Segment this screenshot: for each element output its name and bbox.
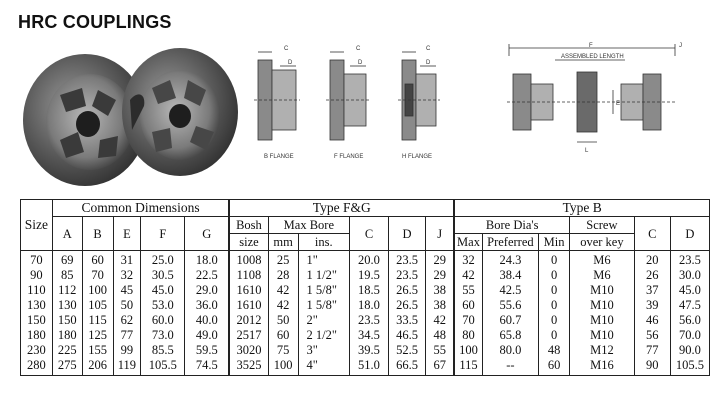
cell-b: 105: [82, 298, 113, 313]
cell-screw: M6: [570, 268, 635, 283]
cell-a: 150: [52, 313, 82, 328]
table-row: [21, 343, 710, 358]
cell-b: 155: [82, 343, 113, 358]
cell-c: 18.0: [349, 298, 388, 313]
dim-d-label: D: [358, 60, 363, 66]
screw-header: Screw: [570, 217, 635, 234]
cell-a: 112: [52, 283, 82, 298]
cell-e: 99: [113, 343, 141, 358]
cell-d2: 56.0: [670, 313, 709, 328]
cell-bore-max: 60: [454, 298, 482, 313]
cell-g: 49.0: [185, 328, 229, 343]
cell-e: 31: [113, 251, 141, 269]
col-b-header: B: [82, 217, 113, 251]
cell-c2: 37: [634, 283, 670, 298]
cell-d: 46.5: [389, 328, 426, 343]
col-g-header: G: [185, 217, 229, 251]
dim-d-label: D: [288, 60, 293, 66]
cell-a: 85: [52, 268, 82, 283]
cell-bore-max: 32: [454, 251, 482, 269]
cell-c: 23.5: [349, 313, 388, 328]
cell-bore-max: 100: [454, 343, 482, 358]
cell-c2: 26: [634, 268, 670, 283]
cell-bore-min: 0: [539, 298, 570, 313]
cell-d: 26.5: [389, 298, 426, 313]
cell-size: 90: [21, 268, 53, 283]
cell-screw: M10: [570, 298, 635, 313]
bore-preferred-header: Preferred: [482, 234, 539, 251]
cell-d2: 45.0: [670, 283, 709, 298]
cell-bore-min: 48: [539, 343, 570, 358]
cell-bore-max: 70: [454, 313, 482, 328]
cell-g: 18.0: [185, 251, 229, 269]
bore-max-header: Max: [454, 234, 482, 251]
cell-bore-min: 0: [539, 251, 570, 269]
cell-screw: M12: [570, 343, 635, 358]
cell-g: 36.0: [185, 298, 229, 313]
cell-e: 119: [113, 358, 141, 376]
cell-j: 38: [426, 298, 455, 313]
dim-l-label: L: [585, 148, 589, 154]
common-dimensions-header: Common Dimensions: [52, 200, 229, 217]
bosh-size-header: size: [229, 234, 268, 251]
cell-e: 62: [113, 313, 141, 328]
cell-bore-mm: 25: [268, 251, 298, 269]
cell-j: 42: [426, 313, 455, 328]
dim-c-label: C: [284, 46, 289, 52]
cell-b: 100: [82, 283, 113, 298]
mm-header: mm: [268, 234, 298, 251]
cell-d2: 90.0: [670, 343, 709, 358]
max-bore-header: Max Bore: [268, 217, 349, 234]
cell-g: 74.5: [185, 358, 229, 376]
table-row: [21, 313, 710, 328]
cell-size: 130: [21, 298, 53, 313]
cell-bore-ins: 2 1/2": [298, 328, 349, 343]
cell-bore-mm: 42: [268, 283, 298, 298]
cell-bore-ins: 1 5/8": [298, 283, 349, 298]
cell-f: 85.5: [141, 343, 185, 358]
cell-f: 105.5: [141, 358, 185, 376]
cell-bore-mm: 60: [268, 328, 298, 343]
cell-d2: 23.5: [670, 251, 709, 269]
ins-header: ins.: [298, 234, 349, 251]
type-b-header: Type B: [454, 200, 709, 217]
cell-bosh-size: 1108: [229, 268, 268, 283]
cell-j: 67: [426, 358, 455, 376]
cell-size: 150: [21, 313, 53, 328]
cell-b: 125: [82, 328, 113, 343]
dim-j-label: J: [679, 43, 682, 49]
cell-e: 45: [113, 283, 141, 298]
dim-c-label: C: [356, 46, 361, 52]
cell-d: 66.5: [389, 358, 426, 376]
cell-bosh-size: 3525: [229, 358, 268, 376]
cell-bore-ins: 2": [298, 313, 349, 328]
cell-a: 180: [52, 328, 82, 343]
dim-d-label: D: [426, 60, 431, 66]
cell-c: 51.0: [349, 358, 388, 376]
table-row: [21, 268, 710, 283]
cell-bosh-size: 2012: [229, 313, 268, 328]
cell-bore-min: 0: [539, 313, 570, 328]
cell-bore-min: 0: [539, 283, 570, 298]
cell-d2: 30.0: [670, 268, 709, 283]
cell-bosh-size: 1610: [229, 283, 268, 298]
cell-bore-ins: 1 5/8": [298, 298, 349, 313]
cell-screw: M16: [570, 358, 635, 376]
cell-size: 110: [21, 283, 53, 298]
cell-b: 60: [82, 251, 113, 269]
cell-size: 70: [21, 251, 53, 269]
cell-bore-ins: 4": [298, 358, 349, 376]
cell-d: 23.5: [389, 268, 426, 283]
cell-b: 115: [82, 313, 113, 328]
cell-c2: 77: [634, 343, 670, 358]
cell-bosh-size: 1610: [229, 298, 268, 313]
cell-j: 48: [426, 328, 455, 343]
cell-f: 73.0: [141, 328, 185, 343]
cell-bore-min: 0: [539, 268, 570, 283]
cell-bore-ins: 3": [298, 343, 349, 358]
cell-g: 29.0: [185, 283, 229, 298]
cell-b: 70: [82, 268, 113, 283]
cell-a: 225: [52, 343, 82, 358]
cell-bore-max: 80: [454, 328, 482, 343]
bore-dias-header: Bore Dia's: [454, 217, 569, 234]
cell-bore-preferred: 42.5: [482, 283, 539, 298]
cell-j: 38: [426, 283, 455, 298]
cell-d2: 47.5: [670, 298, 709, 313]
cell-bore-min: 0: [539, 328, 570, 343]
cell-j: 55: [426, 343, 455, 358]
cell-c: 18.5: [349, 283, 388, 298]
col-j-header: J: [426, 217, 455, 251]
cell-c: 19.5: [349, 268, 388, 283]
dim-e-label: E: [616, 101, 621, 107]
cell-g: 59.5: [185, 343, 229, 358]
coupling-photo: [20, 40, 240, 190]
coupling-spec-table: [20, 199, 710, 376]
cell-bore-max: 115: [454, 358, 482, 376]
cell-d: 26.5: [389, 283, 426, 298]
col-e-header: E: [113, 217, 141, 251]
cell-size: 280: [21, 358, 53, 376]
bosh-header: Bosh: [229, 217, 268, 234]
table-row: [21, 251, 710, 269]
cell-f: 25.0: [141, 251, 185, 269]
cell-c2: 39: [634, 298, 670, 313]
cell-j: 29: [426, 251, 455, 269]
cell-screw: M10: [570, 313, 635, 328]
over-key-header: over key: [570, 234, 635, 251]
col-c2-header: C: [634, 217, 670, 251]
h-flange-caption: H FLANGE: [402, 154, 433, 160]
cell-bore-mm: 28: [268, 268, 298, 283]
table-row: [21, 298, 710, 313]
col-f-header: F: [141, 217, 185, 251]
cell-c2: 46: [634, 313, 670, 328]
bore-min-header: Min: [539, 234, 570, 251]
cell-f: 53.0: [141, 298, 185, 313]
cell-bore-ins: 1": [298, 251, 349, 269]
cell-d: 52.5: [389, 343, 426, 358]
col-a-header: A: [52, 217, 82, 251]
cell-bore-max: 42: [454, 268, 482, 283]
cell-bosh-size: 3020: [229, 343, 268, 358]
cell-size: 180: [21, 328, 53, 343]
b-flange-caption: B FLANGE: [264, 154, 294, 160]
col-c-header: C: [349, 217, 388, 251]
assembled-length-label: ASSEMBLED LENGTH: [561, 54, 624, 60]
cell-bore-mm: 100: [268, 358, 298, 376]
cell-d2: 70.0: [670, 328, 709, 343]
cell-c2: 20: [634, 251, 670, 269]
dim-f-label: F: [589, 43, 593, 49]
size-header: Size: [21, 200, 53, 251]
cell-d: 23.5: [389, 251, 426, 269]
cell-bosh-size: 2517: [229, 328, 268, 343]
cell-d: 33.5: [389, 313, 426, 328]
cell-screw: M10: [570, 283, 635, 298]
cell-screw: M10: [570, 328, 635, 343]
cell-b: 206: [82, 358, 113, 376]
cell-c: 34.5: [349, 328, 388, 343]
cell-f: 30.5: [141, 268, 185, 283]
assembled-drawing: [505, 42, 695, 162]
cell-bore-preferred: --: [482, 358, 539, 376]
page-title: HRC COUPLINGS: [18, 12, 172, 32]
flange-drawings: [250, 40, 460, 170]
cell-bosh-size: 1008: [229, 251, 268, 269]
cell-bore-mm: 50: [268, 313, 298, 328]
cell-f: 45.0: [141, 283, 185, 298]
col-d2-header: D: [670, 217, 709, 251]
cell-screw: M6: [570, 251, 635, 269]
f-flange-caption: F FLANGE: [334, 154, 364, 160]
cell-f: 60.0: [141, 313, 185, 328]
table-row: [21, 328, 710, 343]
dim-c-label: C: [426, 46, 431, 52]
table-row: [21, 358, 710, 376]
cell-e: 77: [113, 328, 141, 343]
cell-a: 275: [52, 358, 82, 376]
cell-bore-min: 60: [539, 358, 570, 376]
cell-c: 20.0: [349, 251, 388, 269]
cell-bore-mm: 75: [268, 343, 298, 358]
cell-d2: 105.5: [670, 358, 709, 376]
cell-e: 32: [113, 268, 141, 283]
cell-g: 40.0: [185, 313, 229, 328]
cell-a: 130: [52, 298, 82, 313]
cell-bore-ins: 1 1/2": [298, 268, 349, 283]
cell-j: 29: [426, 268, 455, 283]
cell-bore-mm: 42: [268, 298, 298, 313]
cell-c: 39.5: [349, 343, 388, 358]
cell-bore-preferred: 38.4: [482, 268, 539, 283]
cell-bore-preferred: 24.3: [482, 251, 539, 269]
cell-bore-preferred: 65.8: [482, 328, 539, 343]
cell-bore-preferred: 60.7: [482, 313, 539, 328]
cell-a: 69: [52, 251, 82, 269]
type-fg-header: Type F&G: [229, 200, 454, 217]
cell-size: 230: [21, 343, 53, 358]
cell-bore-preferred: 55.6: [482, 298, 539, 313]
cell-e: 50: [113, 298, 141, 313]
cell-c2: 90: [634, 358, 670, 376]
cell-g: 22.5: [185, 268, 229, 283]
col-d-header: D: [389, 217, 426, 251]
table-row: [21, 283, 710, 298]
cell-c2: 56: [634, 328, 670, 343]
cell-bore-max: 55: [454, 283, 482, 298]
cell-bore-preferred: 80.0: [482, 343, 539, 358]
